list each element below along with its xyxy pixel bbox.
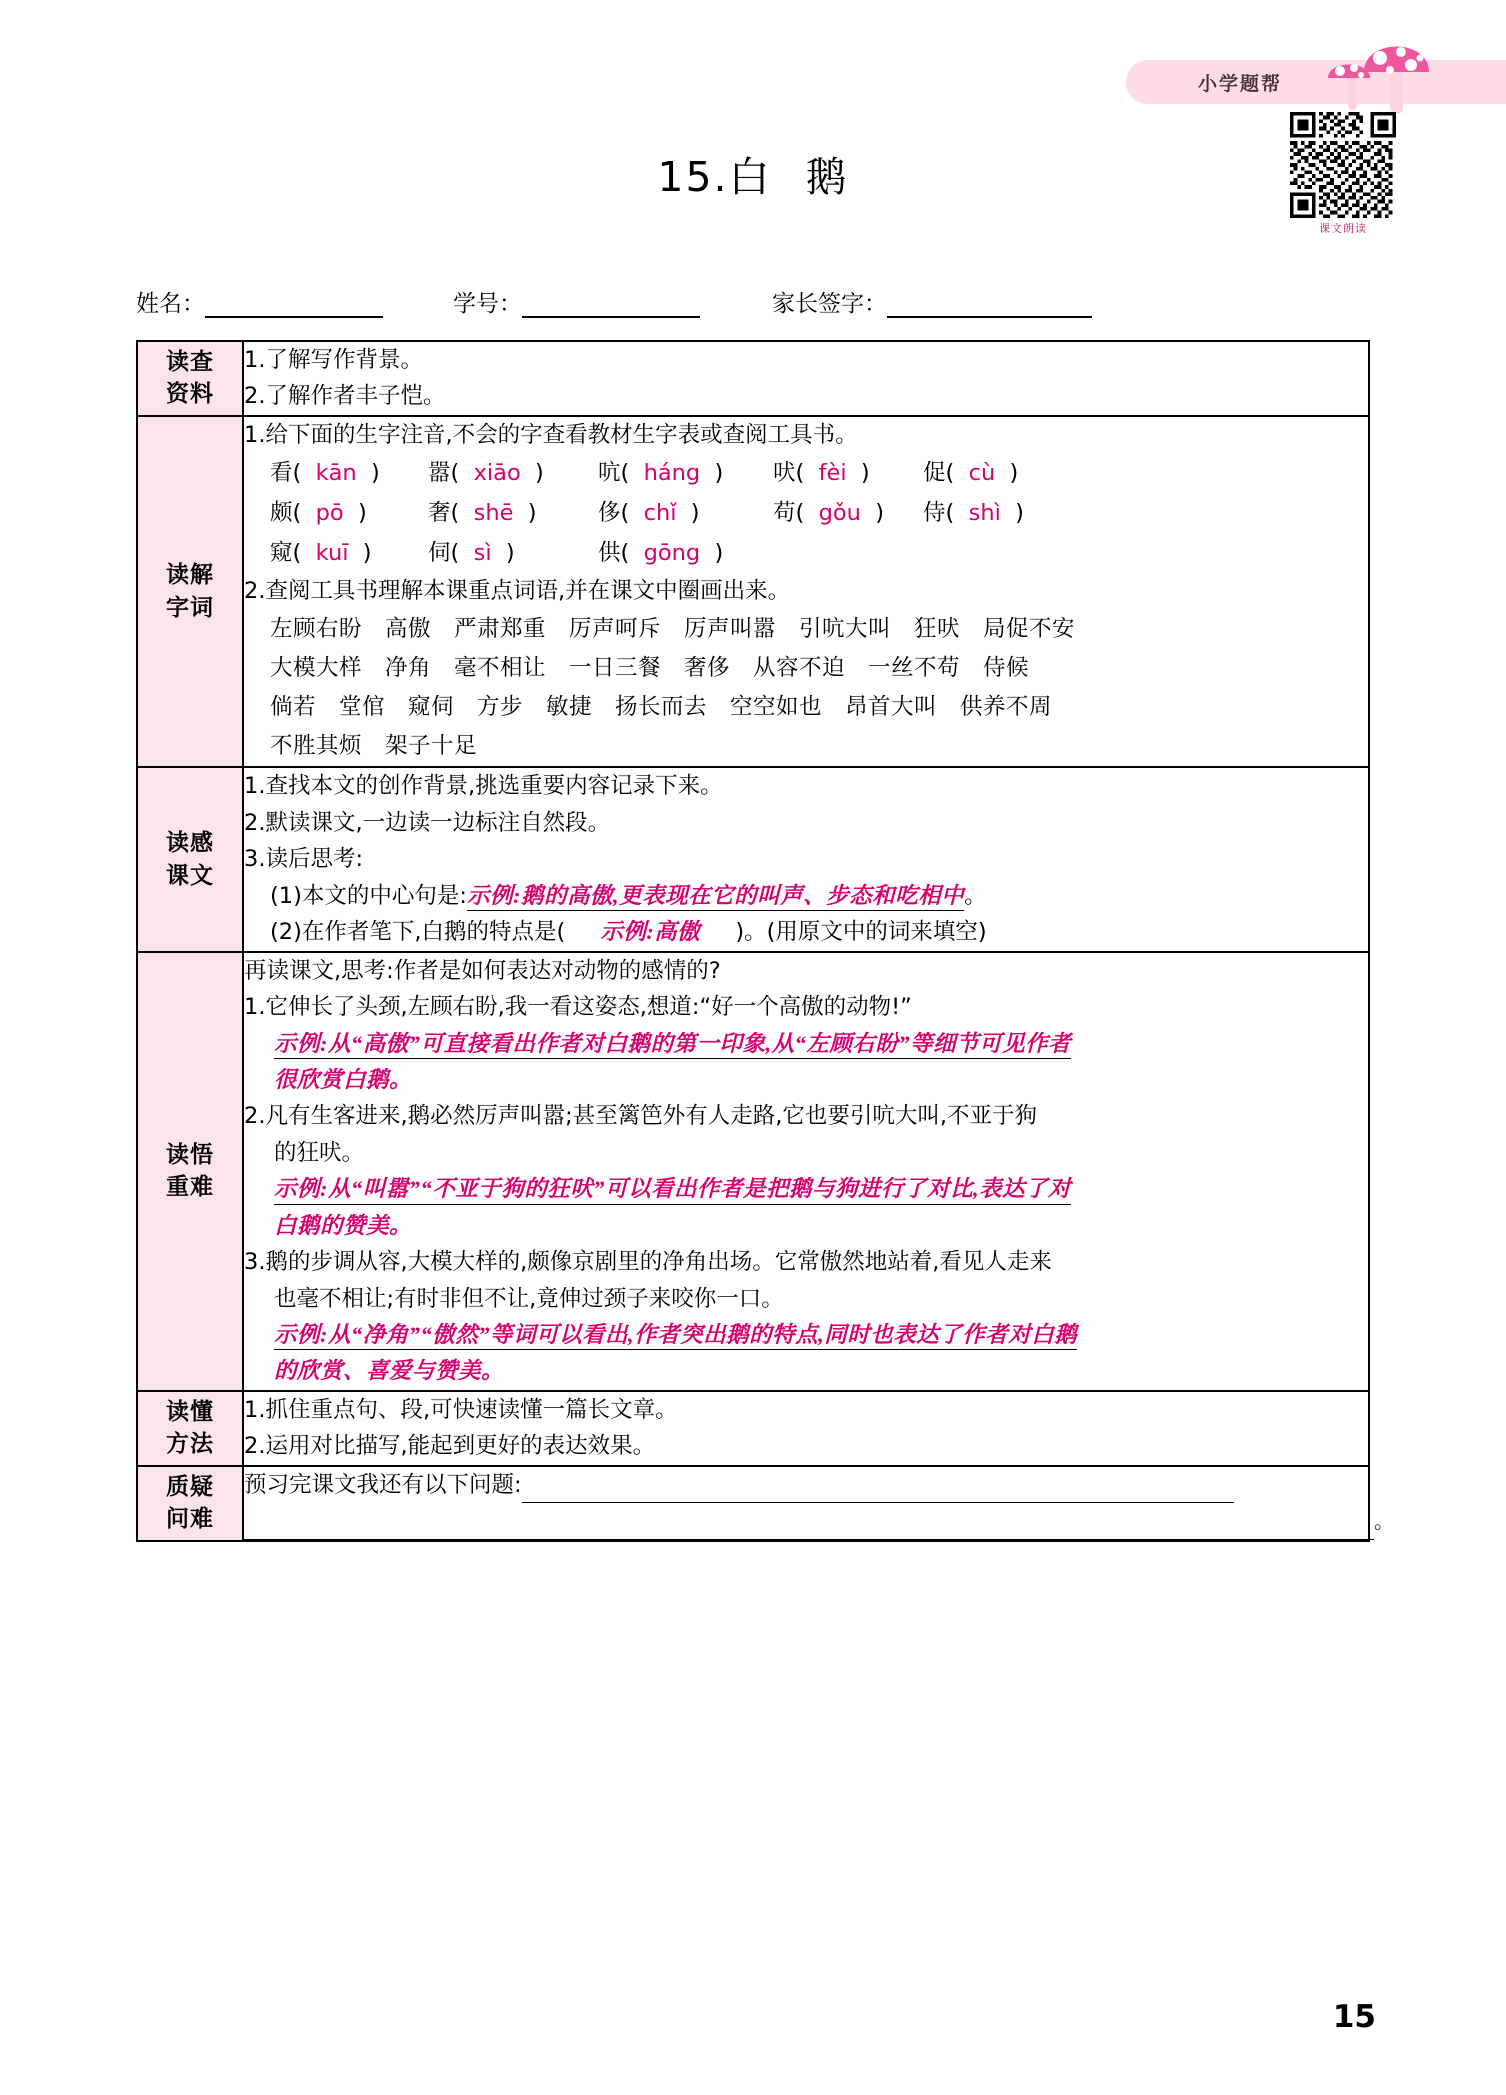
- pinyin-item[interactable]: 供( gōng ): [598, 540, 724, 567]
- parent-signature-label: 家长签字：: [772, 291, 887, 317]
- pinyin-item[interactable]: 奢( shē ): [428, 500, 537, 527]
- pinyin-answer: háng: [643, 460, 701, 487]
- pinyin-answer: kān: [315, 460, 357, 487]
- pinyin-item[interactable]: 看( kān ): [270, 460, 380, 487]
- task-line: 1.查找本文的创作背景,挑选重要内容记录下来。: [244, 773, 723, 800]
- category-line-2: 问难: [166, 1506, 214, 1533]
- questions-answer-line-2[interactable]: [244, 1515, 1374, 1540]
- page-number: 15: [1332, 1999, 1376, 2035]
- table-row-questions: [137, 1466, 1369, 1541]
- pinyin-item[interactable]: 窥( kuī ): [270, 540, 372, 567]
- pinyin-answer: gōng: [643, 540, 701, 567]
- pinyin-row-3: [244, 533, 1368, 573]
- pinyin-answer: cù: [968, 460, 996, 487]
- content-read-comprehension: [243, 767, 1369, 951]
- category-line-1: 读查: [166, 348, 214, 375]
- sub-question-1-answer[interactable]: 示例:鹅的高傲,更表现在它的叫声、步态和吃相中: [467, 881, 964, 911]
- task-line: 1.了解写作背景。: [244, 347, 423, 373]
- category-line-1: 读懂: [166, 1398, 214, 1425]
- vocabulary-line: 倘若 堂倌 窥伺 方步 敏捷 扬长而去 空空如也 昂首大叫 供养不周: [270, 694, 1053, 721]
- name-input-line[interactable]: [205, 294, 383, 318]
- analysis-quote-line: 2.凡有生客进来,鹅必然厉声叫嚣;甚至篱笆外有人走路,它也要引吭大叫,不亚于狗: [244, 1103, 1038, 1130]
- table-row-read-vocabulary: [137, 416, 1369, 768]
- pinyin-row-2: [244, 493, 1368, 533]
- category-line-2: 课文: [166, 862, 214, 889]
- student-info-row: [136, 285, 1166, 318]
- brand-label: 小学题帮: [1198, 72, 1283, 95]
- pinyin-item[interactable]: 颇( pō ): [270, 500, 367, 527]
- task-line: 2.默读课文,一边读一边标注自然段。: [244, 809, 611, 836]
- sub-question-2-answer[interactable]: 示例:高傲: [600, 919, 701, 945]
- questions-prompt: 预习完课文我还有以下问题:: [244, 1471, 522, 1498]
- table-row-reading-method: [137, 1391, 1369, 1466]
- category-line-1: 质疑: [166, 1473, 214, 1500]
- content-read-analysis: [243, 952, 1369, 1391]
- student-id-field[interactable]: [453, 285, 700, 318]
- category-read-research: [137, 341, 243, 416]
- content-reading-method: [243, 1391, 1369, 1466]
- pinyin-answer: fèi: [818, 460, 847, 487]
- brand-banner: [1126, 60, 1506, 104]
- qr-caption: 课文朗读: [1319, 222, 1367, 235]
- sub-question-2-prompt: (2)在作者笔下,白鹅的特点是(: [270, 919, 566, 946]
- pinyin-row-1: [244, 453, 1368, 493]
- pinyin-answer: chǐ: [643, 500, 677, 527]
- category-read-comprehension: [137, 767, 243, 951]
- vocabulary-line: 左顾右盼 高傲 严肃郑重 厉声呵斥 厉声叫嚣 引吭大叫 狂吠 局促不安: [270, 615, 1076, 642]
- analysis-intro: 再读课文,思考:作者是如何表达对动物的感情的?: [244, 957, 721, 984]
- sub-question-1-suffix: 。: [964, 882, 987, 909]
- pinyin-item[interactable]: 嚣( xiāo ): [428, 460, 544, 487]
- analysis-quote-line: 3.鹅的步调从容,大模大样的,颇像京剧里的净角出场。它常傲然地站着,看见人走来: [244, 1249, 1052, 1276]
- pinyin-answer: xiāo: [473, 460, 521, 487]
- questions-answer-row-2: [244, 1503, 1394, 1539]
- pinyin-item[interactable]: 苟( gǒu ): [773, 500, 885, 527]
- pinyin-answer: shì: [968, 500, 1001, 527]
- title-char-2: 鹅: [805, 153, 849, 201]
- analysis-answer-line[interactable]: 示例:从“净角”“傲然”等词可以看出,作者突出鹅的特点,同时也表达了作者对白鹅: [244, 1317, 1368, 1353]
- parent-signature-input-line[interactable]: [887, 294, 1092, 318]
- name-label: 姓名：: [136, 291, 205, 317]
- page-title: [0, 144, 1506, 203]
- pinyin-answer: pō: [315, 500, 344, 527]
- sub-question-1-prompt: (1)本文的中心句是:: [270, 882, 467, 909]
- analysis-quote-line: 的狂吠。: [274, 1139, 365, 1166]
- pinyin-item[interactable]: 促( cù ): [923, 460, 1019, 487]
- category-line-2: 重难: [166, 1174, 214, 1201]
- analysis-quote-line: 也毫不相让;有时非但不让,竟伸过颈子来咬你一口。: [274, 1285, 784, 1312]
- analysis-item: [244, 989, 1368, 1098]
- category-line-1: 读感: [166, 829, 214, 856]
- task-line: 3.读后思考:: [244, 846, 364, 873]
- table-row-read-comprehension: [137, 767, 1369, 951]
- parent-signature-field[interactable]: [772, 285, 1092, 318]
- analysis-item: [244, 1098, 1368, 1244]
- category-line-2: 方法: [166, 1431, 214, 1458]
- pinyin-item[interactable]: 侈( chǐ ): [598, 500, 700, 527]
- pinyin-item[interactable]: 侍( shì ): [923, 500, 1024, 527]
- analysis-answer-line[interactable]: 示例:从“高傲”可直接看出作者对白鹅的第一印象,从“左顾右盼”等细节可见作者: [244, 1026, 1368, 1062]
- task-line: 2.了解作者丰子恺。: [244, 383, 446, 410]
- category-line-2: 资料: [166, 381, 214, 408]
- question-1-prompt: 1.给下面的生字注音,不会的字查看教材生字表或查阅工具书。: [244, 421, 858, 448]
- category-line-2: 字词: [166, 594, 214, 621]
- vocabulary-line: 不胜其烦 架子十足: [270, 733, 478, 760]
- analysis-answer-line[interactable]: 示例:从“叫嚣”“不亚于狗的狂吠”可以看出作者是把鹅与狗进行了对比,表达了对: [244, 1171, 1368, 1207]
- worksheet-table: [136, 340, 1394, 1542]
- questions-prompt-row: [244, 1467, 1368, 1503]
- analysis-answer-line[interactable]: 很欣赏白鹅。: [274, 1066, 413, 1092]
- category-line-1: 读悟: [166, 1141, 214, 1168]
- vocabulary-line: 大模大样 净角 毫不相让 一日三餐 奢侈 从容不迫 一丝不苟 侍候: [270, 655, 1030, 682]
- title-number: 15.: [657, 153, 729, 201]
- analysis-quote-line: 1.它伸长了头颈,左顾右盼,我一看这姿态,想道:“好一个高傲的动物!”: [244, 994, 912, 1021]
- category-read-vocabulary: [137, 416, 243, 768]
- pinyin-answer: shē: [473, 500, 514, 527]
- pinyin-answer: kuī: [315, 540, 349, 567]
- category-line-1: 读解: [166, 562, 214, 588]
- content-questions: [243, 1466, 1394, 1541]
- questions-end-mark: 。: [1374, 1509, 1394, 1534]
- method-line: 2.运用对比描写,能起到更好的表达效果。: [244, 1433, 656, 1460]
- questions-answer-line-1[interactable]: [522, 1478, 1234, 1503]
- name-field[interactable]: [136, 285, 383, 318]
- content-read-research: [243, 341, 1369, 416]
- content-read-vocabulary: [243, 416, 1369, 768]
- category-questions: [137, 1466, 243, 1541]
- student-id-label: 学号：: [453, 291, 522, 317]
- category-reading-method: [137, 1391, 243, 1466]
- table-row-read-analysis: [137, 952, 1369, 1391]
- student-id-input-line[interactable]: [522, 294, 700, 318]
- pinyin-answer: sì: [473, 540, 492, 567]
- sub-question-2-suffix: )。(用原文中的词来填空): [735, 919, 987, 946]
- pinyin-item[interactable]: 吭( háng ): [598, 460, 724, 487]
- sub-question-1: [244, 878, 1368, 914]
- pinyin-answer: gǒu: [818, 500, 861, 527]
- table-row-read-research: [137, 341, 1369, 416]
- category-read-analysis: [137, 952, 243, 1391]
- question-2-prompt: 2.查阅工具书理解本课重点词语,并在课文中圈画出来。: [244, 578, 791, 605]
- pinyin-item[interactable]: 伺( sì ): [428, 540, 515, 567]
- analysis-item: [244, 1244, 1368, 1390]
- analysis-answer-line[interactable]: 白鹅的赞美。: [274, 1212, 413, 1238]
- sub-question-2: [244, 914, 1368, 950]
- method-line: 1.抓住重点句、段,可快速读懂一篇长文章。: [244, 1396, 678, 1423]
- title-char-1: 白: [728, 153, 772, 201]
- analysis-answer-line[interactable]: 的欣赏、喜爱与赞美。: [274, 1358, 505, 1384]
- pinyin-item[interactable]: 吠( fèi ): [773, 460, 870, 487]
